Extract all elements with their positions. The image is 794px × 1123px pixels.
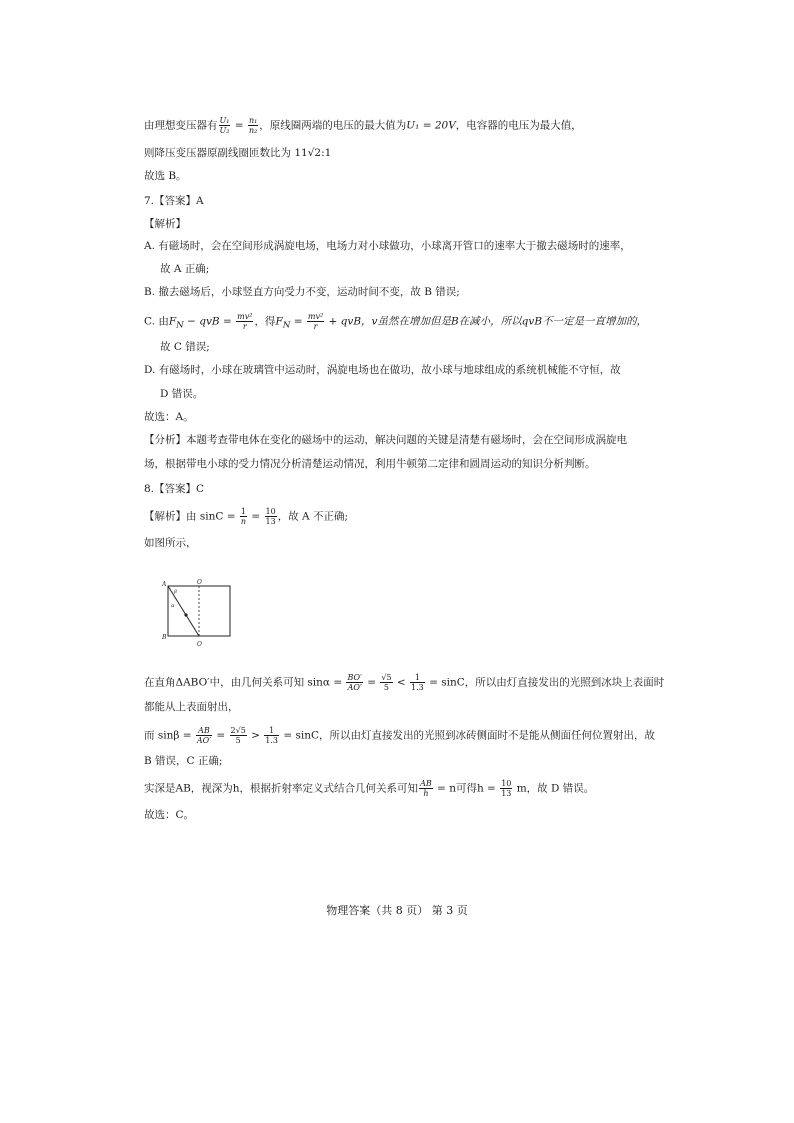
- label-alpha: α: [171, 603, 175, 609]
- fraction-1013-b: [500, 779, 512, 798]
- fraction-1-1.3-b: [264, 726, 279, 745]
- text-segment: ，原线圈两端的电压的最大值为: [259, 119, 407, 132]
- q7-option-a-cont: 故 A 正确;: [160, 263, 210, 275]
- text-segment: ，得: [254, 315, 276, 328]
- ice-block-diagram: [160, 578, 240, 648]
- q7-option-d-cont: D 错误。: [160, 388, 204, 400]
- light-ray: [168, 586, 199, 636]
- q7-option-c-cont: 故 C 错误;: [160, 341, 210, 353]
- label-beta: β: [174, 589, 177, 595]
- q7-option-c: [144, 312, 647, 334]
- fraction-num: 1: [264, 726, 279, 736]
- text-segment: <: [393, 676, 410, 689]
- text-segment: =: [290, 315, 306, 328]
- q7-option-a: A. 有磁场时，会在空间形成涡旋电场，电场力对小球做功，小球离开管口的速率大于撤去磁场时的速率，: [144, 240, 631, 252]
- q8-title: 8.【答案】C: [144, 483, 205, 495]
- label-b: B: [162, 634, 167, 641]
- fraction-bo: [346, 673, 362, 692]
- fraction-num: AB: [196, 726, 212, 736]
- text-segment: C. 由: [144, 315, 169, 328]
- text-segment: = n可得h =: [433, 782, 500, 795]
- formula: F: [168, 315, 177, 328]
- fraction-den: AO′: [347, 683, 362, 692]
- text-segment: ，电容器的电压为最大值，: [455, 119, 582, 132]
- fraction-num: 1: [240, 507, 246, 516]
- subscript: N: [282, 320, 291, 331]
- fraction-den: 13: [501, 789, 512, 798]
- q8-para-2: [144, 726, 655, 745]
- fraction-2sqrt5: [230, 726, 247, 745]
- fraction-1013: [265, 507, 277, 526]
- text-segment: >: [247, 729, 264, 742]
- fraction-den: n: [240, 517, 247, 526]
- fraction-n: [248, 116, 258, 135]
- text-segment: 由理想变压器有: [144, 119, 218, 132]
- q7-option-b: B. 撤去磁场后，小球竖直方向受力不变，运动时间不变，故 B 错误;: [144, 286, 460, 298]
- text-segment: 而 sinβ =: [144, 729, 195, 742]
- q8-answer: 故选：C。: [144, 809, 195, 821]
- q8-para-3: [144, 779, 594, 798]
- fraction-mv-2: [307, 312, 324, 331]
- text-segment: = sinC，所以由灯直接发出的光照到冰块上表面时: [425, 676, 665, 689]
- q7-analysis-heading: 【解析】: [144, 218, 186, 230]
- text-segment: m，故 D 错误。: [513, 782, 595, 795]
- fraction-den: 5: [383, 683, 390, 692]
- text-segment: 【解析】由 sinC =: [144, 510, 239, 523]
- q8-para-2-cont: B 错误，C 正确;: [144, 755, 223, 767]
- fraction-num: BO′: [347, 673, 362, 682]
- q7-analysis-1: 【分析】本题考查带电体在变化的磁场中的运动，解决问题的关键是清楚有磁场时，会在空间形成涡旋电: [144, 434, 627, 446]
- fraction-num: mv²: [307, 312, 324, 321]
- label-o-top: O: [197, 579, 202, 586]
- fraction-num: 2√5: [230, 726, 246, 735]
- fraction-num: 1: [410, 673, 425, 683]
- q7-title: 7.【答案】A: [144, 195, 204, 207]
- page-footer: 物理答案（共 8 页） 第 3 页: [326, 904, 468, 917]
- formula: U₁ = 20V: [406, 119, 456, 132]
- q7-analysis-2: 场，根据带电小球的受力情况分析清楚运动情况，利用牛顿第二定律和圆周运动的知识分析判断。: [144, 458, 596, 470]
- formula: − qvB =: [183, 315, 236, 328]
- q8-analysis: [144, 507, 348, 526]
- fraction-num: AB: [420, 779, 432, 788]
- fraction-den: 5: [235, 736, 241, 745]
- q8-para-1: [144, 673, 664, 692]
- fraction-num: √5: [381, 673, 392, 682]
- text-segment: 实深是AB，视深为h，根据折射率定义式结合几何关系可知: [144, 782, 419, 795]
- fraction-mv: [236, 312, 253, 331]
- q8-figure-caption: 如图所示，: [144, 537, 197, 549]
- fraction-den: h: [423, 789, 429, 798]
- fraction-num: n₁: [248, 116, 258, 125]
- text-segment: 在直角ΔABO′中，由几何关系可知 sinα =: [144, 676, 346, 689]
- fraction-u: [219, 116, 231, 135]
- answer-line: 故选 B。: [144, 170, 187, 182]
- text-segment: =: [363, 676, 380, 689]
- subscript: N: [176, 320, 184, 331]
- fraction-den: AO′: [196, 736, 212, 745]
- text-segment: =: [248, 510, 264, 523]
- light-source-dot: [184, 613, 187, 616]
- fraction-1n: [240, 507, 247, 526]
- q7-answer: 故选：A。: [144, 411, 194, 423]
- fraction-num: 10: [265, 507, 276, 516]
- transformer-line: 由理想变压器有 $\frac{\text{U₁}}{\text{U₂}}$ = $\frac{\text{n₁}}{\text{n₂}}$ ，原线圈两端的电压的最大值为U₁ = 20V，电容器的电压为最大值，: [144, 116, 582, 135]
- fraction-den: U₂: [219, 126, 230, 135]
- label-a: A: [162, 581, 167, 588]
- text-segment: + qvB，v虽然在增加但是B在减小，所以qvB不一定是一直增加的，: [325, 315, 648, 328]
- fraction-den: r: [242, 322, 247, 331]
- fraction-num: U₁: [219, 116, 230, 125]
- fraction-ab-h: [419, 779, 433, 798]
- fraction-den: 1.3: [265, 736, 279, 745]
- fraction-den: 1.3: [411, 683, 424, 692]
- text-segment: = sinC，所以由灯直接发出的光照到冰砖侧面时不是能从侧面任何位置射出，故: [280, 729, 656, 742]
- fraction-num: 10: [501, 779, 512, 788]
- fraction-ab: [196, 726, 212, 745]
- text-segment: =: [213, 729, 229, 742]
- formula: F: [275, 315, 283, 328]
- label-o-bottom: O: [197, 641, 202, 648]
- fraction-den: r: [313, 322, 318, 331]
- ratio-line: 则降压变压器原副线圈匝数比为 11√2:1: [144, 147, 332, 159]
- fraction-1-1.3: [410, 673, 425, 692]
- fraction-den: n₂: [248, 126, 258, 135]
- fraction-den: 13: [265, 517, 276, 526]
- q8-para-1-cont: 都能从上表面射出，: [144, 701, 239, 713]
- q7-option-d: D. 有磁场时，小球在玻璃管中运动时，涡旋电场也在做功，故小球与地球组成的系统机械能不守恒，故: [144, 364, 621, 376]
- text-segment: ，故 A 不正确;: [277, 510, 348, 523]
- fraction-sqrt5: [380, 673, 392, 692]
- fraction-num: mv²: [237, 312, 253, 321]
